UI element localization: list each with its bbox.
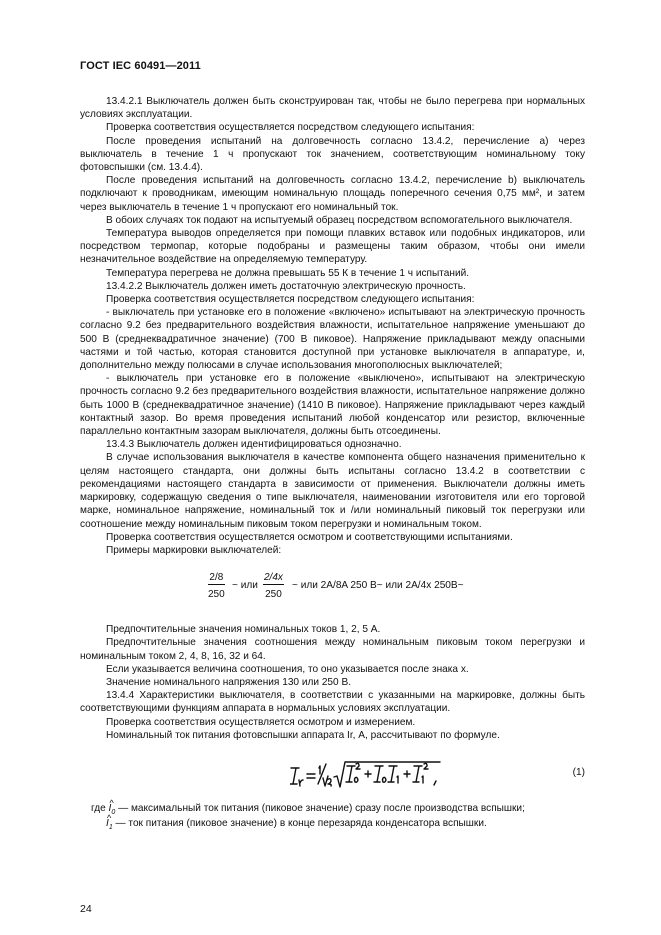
paragraph: Температура перегрева не должна превышать 55 К в течение 1 ч испытаний. bbox=[106, 267, 470, 279]
paragraph: Номинальный ток питания фотовспышки аппарата Ir, А, рассчитывают по формуле. bbox=[106, 729, 500, 741]
paragraph: Проверка соответствия осуществляется осмотром и измерением. bbox=[106, 716, 416, 728]
paragraph: - выключатель при установке его в положение «выключено», испытывают на электрическую прочность согласно 9.2 без предварительного воздействия влажности, испытательное напряжение должно быть 1000 В (среднеквадратичное значение) (1410 В пиковое). Напряжение прикладывают через каждый контактный зазор. Во время проведения испытаний любой конденсатор или резистор, включенные параллельно контактным зазорам выключателя, должны быть отсоединены. bbox=[80, 373, 585, 438]
fraction-numerator: 2/4x bbox=[264, 572, 283, 584]
formula-block bbox=[80, 756, 585, 796]
paragraph: 13.4.2.2 Выключатель должен иметь достаточную электрическую прочность. bbox=[106, 280, 466, 292]
marking-separator: ~ или bbox=[232, 580, 258, 592]
definition-line-1 bbox=[80, 797, 585, 817]
paragraph: 13.4.3 Выключатель должен идентифицироваться однозначно. bbox=[106, 439, 402, 451]
paragraph: После проведения испытаний на долговечность согласно 13.4.2, перечисление a) через выключатель в течение 1 ч пропускают ток значением, соответствующим номинальному току фотовспышки (см. 13.4.4). bbox=[80, 135, 585, 174]
formula-image bbox=[290, 756, 450, 792]
document-body bbox=[80, 95, 585, 832]
definition-text: — ток питания (пиковое значение) в конце перезаряда конденсатора вспышки. bbox=[115, 817, 487, 829]
paragraph: Проверка соответствия осуществляется осмотром и соответствующими испытаниями. bbox=[106, 531, 513, 543]
definition-text: — максимальный ток питания (пиковое значение) сразу после производства вспышки; bbox=[118, 802, 525, 814]
marking-fraction-1 bbox=[208, 571, 225, 601]
paragraph: Предпочтительные значения номинальных токов 1, 2, 5 А. bbox=[106, 624, 381, 636]
formula-number: (1) bbox=[572, 766, 585, 778]
paragraph: Проверка соответствия осуществляется посредством следующего испытания: bbox=[106, 122, 475, 134]
marking-fraction-2 bbox=[263, 571, 284, 601]
paragraph: В случае использования выключателя в качестве компонента общего назначения применительно к целям настоящего стандарта, они должны быть испытаны согласно 13.4.2 в соответствии с рекомендациями настоящего стандарта в зависимости от применения. Выключатели должны иметь маркировку, содержащую сведения о типе выключателя, наименовании изготовителя или его торговой марке, номинальное напряжение, номинальный ток и /или номинальный пиковый ток перегрузки или соотношение между номинальным пиковым током перегрузки и номинальным током. bbox=[80, 452, 585, 530]
marking-tail: ~ или 2A/8A 250 В~ или 2A/4x 250В~ bbox=[292, 580, 464, 592]
paragraph: 13.4.2.1 Выключатель должен быть сконструирован так, чтобы не было перегрева при нормальных условиях эксплуатации. bbox=[80, 96, 585, 121]
fraction-numerator: 2/8 bbox=[209, 572, 224, 584]
paragraph: Примеры маркировки выключателей: bbox=[106, 544, 282, 556]
definition-lead bbox=[80, 818, 106, 829]
marking-example bbox=[80, 571, 585, 617]
paragraph: После проведения испытаний на долговечность согласно 13.4.2, перечисление b) выключатель подключают к проводникам, имеющим номинальную площадь поперечного сечения 0,75 мм², и затем через выключатель в течение 1 ч пропускают его номинальный ток. bbox=[80, 175, 585, 213]
page-number: 24 bbox=[80, 903, 92, 915]
definition-variable: ^ $I_1$ bbox=[106, 812, 113, 831]
paragraph: Предпочтительные значения соотношения между номинальным пиковым током перегрузки и номинальным током 2, 4, 8, 16, 32 и 64. bbox=[80, 637, 585, 662]
paragraph: 13.4.4 Характеристики выключателя, в соответствии с указанными на маркировке, должны быть соответствующими функциям аппарата в нормальных условиях эксплуатации. bbox=[80, 690, 585, 715]
paragraph: В обоих случаях ток подают на испытуемый образец посредством вспомогательного выключателя. bbox=[106, 214, 573, 226]
definition-variable: ^ $I_0$ bbox=[108, 797, 116, 816]
paragraph: Если указывается величина соотношения, то оно указывается после знака x. bbox=[106, 663, 469, 675]
fraction-denominator: 250 bbox=[265, 589, 282, 601]
paragraph: Температура выводов определяется при помощи плавких вставок или подобных индикаторов, или посредством термопар, которые подобраны и размещены таким образом, чтобы они имели незначительное воздействие на определяемую температуру. bbox=[80, 228, 585, 266]
paragraph: Проверка соответствия осуществляется посредством следующего испытания: bbox=[106, 294, 475, 306]
paragraph: - выключатель при установке его в положение «включено» испытывают на электрическую прочность согласно 9.2 без предварительного воздействия влажности, испытательное напряжение уменьшают до 500 В (среднеквадратичное значение) (700 В пиковое). Напряжение прикладывают между опасными частями и той частью, которая становится доступной при установке выключателя в аппаратуре, и, дополнительно между полюсами в случае использования многополюсных выключателей; bbox=[80, 307, 585, 372]
fraction-denominator: 250 bbox=[208, 589, 225, 601]
paragraph: Значение номинального напряжения 130 или 250 В. bbox=[106, 676, 351, 688]
definition-lead: где bbox=[91, 802, 106, 814]
definition-line-2 bbox=[80, 812, 585, 832]
document-header: ГОСТ IEC 60491—2011 bbox=[80, 60, 201, 72]
